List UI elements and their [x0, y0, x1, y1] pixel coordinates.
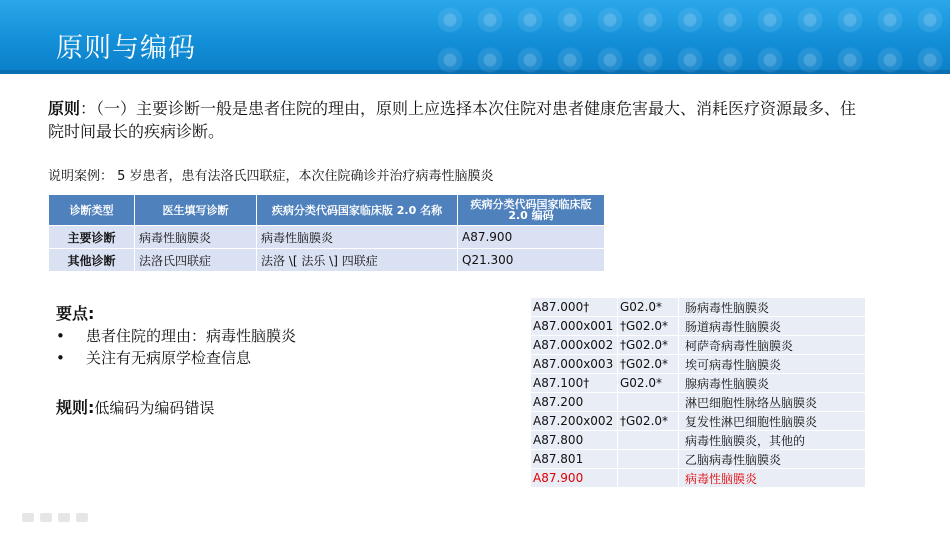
title-bar-accent — [0, 70, 950, 74]
bullet-marker: • — [56, 327, 65, 345]
bullet-marker: • — [56, 349, 65, 367]
code-cell: A87.800 — [531, 431, 618, 450]
row-code: A87.900 — [458, 226, 605, 249]
disease-name-cell: 肠道病毒性脑膜炎 — [679, 317, 866, 336]
disease-name-cell: 乙脑病毒性脑膜炎 — [679, 450, 866, 469]
disease-name-cell: 肠病毒性脑膜炎 — [679, 298, 866, 317]
col-header-doctor: 医生填写诊断 — [135, 195, 257, 226]
disease-name-cell: 病毒性脑膜炎，其他的 — [679, 431, 866, 450]
example-caption: 说明案例： 5 岁患者，患有法洛氏四联症，本次住院确诊并治疗病毒性脑膜炎 — [48, 169, 494, 184]
disease-name-cell: 埃可病毒性脑膜炎 — [679, 355, 866, 374]
table-row — [531, 317, 866, 336]
row-name: 病毒性脑膜炎 — [257, 226, 458, 249]
table-row — [531, 374, 866, 393]
col-header-type: 诊断类型 — [49, 195, 135, 226]
dagger-code-cell — [618, 431, 679, 450]
code-cell: A87.900 — [531, 469, 618, 488]
dagger-code-cell — [618, 450, 679, 469]
slide-nav[interactable] — [22, 513, 88, 522]
diagnosis-table-header — [49, 195, 605, 226]
code-cell: A87.000x003 — [531, 355, 618, 374]
bullet-text: 患者住院的理由：病毒性脑膜炎 — [86, 327, 297, 345]
zoom-icon[interactable] — [76, 513, 88, 522]
list-item — [56, 325, 296, 347]
code-table — [530, 297, 866, 488]
key-points — [56, 303, 296, 369]
code-cell: A87.200x002 — [531, 412, 618, 431]
col-header-name: 疾病分类代码国家临床版 2.0 名称 — [257, 195, 458, 226]
table-row — [531, 469, 866, 488]
dagger-code-cell: †G02.0* — [618, 336, 679, 355]
code-cell: A87.000x002 — [531, 336, 618, 355]
code-cell: A87.100† — [531, 374, 618, 393]
next-arrow-icon[interactable] — [40, 513, 52, 522]
code-cell: A87.200 — [531, 393, 618, 412]
diagnosis-table — [48, 194, 605, 272]
menu-icon[interactable] — [58, 513, 70, 522]
dagger-code-cell: G02.0* — [618, 298, 679, 317]
dagger-code-cell — [618, 393, 679, 412]
disease-name-cell: 复发性淋巴细胞性脑膜炎 — [679, 412, 866, 431]
prev-arrow-icon[interactable] — [22, 513, 34, 522]
code-cell: A87.801 — [531, 450, 618, 469]
rule-label: 规则: — [56, 398, 95, 417]
disease-name-cell: 柯萨奇病毒性脑膜炎 — [679, 336, 866, 355]
page-title: 原则与编码 — [56, 33, 196, 64]
table-row — [531, 355, 866, 374]
rule-text: 低编码为编码错误 — [94, 399, 215, 417]
table-row — [531, 298, 866, 317]
code-cell: A87.000x001 — [531, 317, 618, 336]
dagger-code-cell — [618, 469, 679, 488]
table-row — [531, 336, 866, 355]
bullet-text: 关注有无病原学检查信息 — [86, 349, 252, 367]
row-code: Q21.300 — [458, 249, 605, 272]
table-row — [49, 226, 605, 249]
disease-name-cell: 病毒性脑膜炎 — [679, 469, 866, 488]
row-doctor: 法洛氏四联症 — [135, 249, 257, 272]
dagger-code-cell: †G02.0* — [618, 355, 679, 374]
table-row — [531, 450, 866, 469]
row-type: 主要诊断 — [49, 226, 135, 249]
list-item — [56, 347, 296, 369]
title-bar — [0, 0, 950, 74]
table-row — [49, 249, 605, 272]
disease-name-cell: 淋巴细胞性脉络丛脑膜炎 — [679, 393, 866, 412]
table-row — [531, 393, 866, 412]
row-doctor: 病毒性脑膜炎 — [135, 226, 257, 249]
col-header-code: 疾病分类代码国家临床版 2.0 编码 — [458, 195, 605, 226]
dagger-code-cell: †G02.0* — [618, 412, 679, 431]
table-row — [531, 431, 866, 450]
table-row — [531, 412, 866, 431]
key-points-heading: 要点: — [56, 304, 95, 323]
rule-line — [56, 395, 214, 418]
row-type: 其他诊断 — [49, 249, 135, 272]
dagger-code-cell: †G02.0* — [618, 317, 679, 336]
dagger-code-cell: G02.0* — [618, 374, 679, 393]
row-name: 法洛 \[ 法乐 \] 四联症 — [257, 249, 458, 272]
principle-text: ：（一）主要诊断一般是患者住院的理由，原则上应选择本次住院对患者健康危害最大、消耗医疗资源最多、住院时间最长的疾病诊断。 — [48, 99, 857, 141]
principle-label: 原则 — [48, 99, 81, 118]
code-cell: A87.000† — [531, 298, 618, 317]
principle-paragraph — [48, 97, 868, 143]
disease-name-cell: 腺病毒性脑膜炎 — [679, 374, 866, 393]
